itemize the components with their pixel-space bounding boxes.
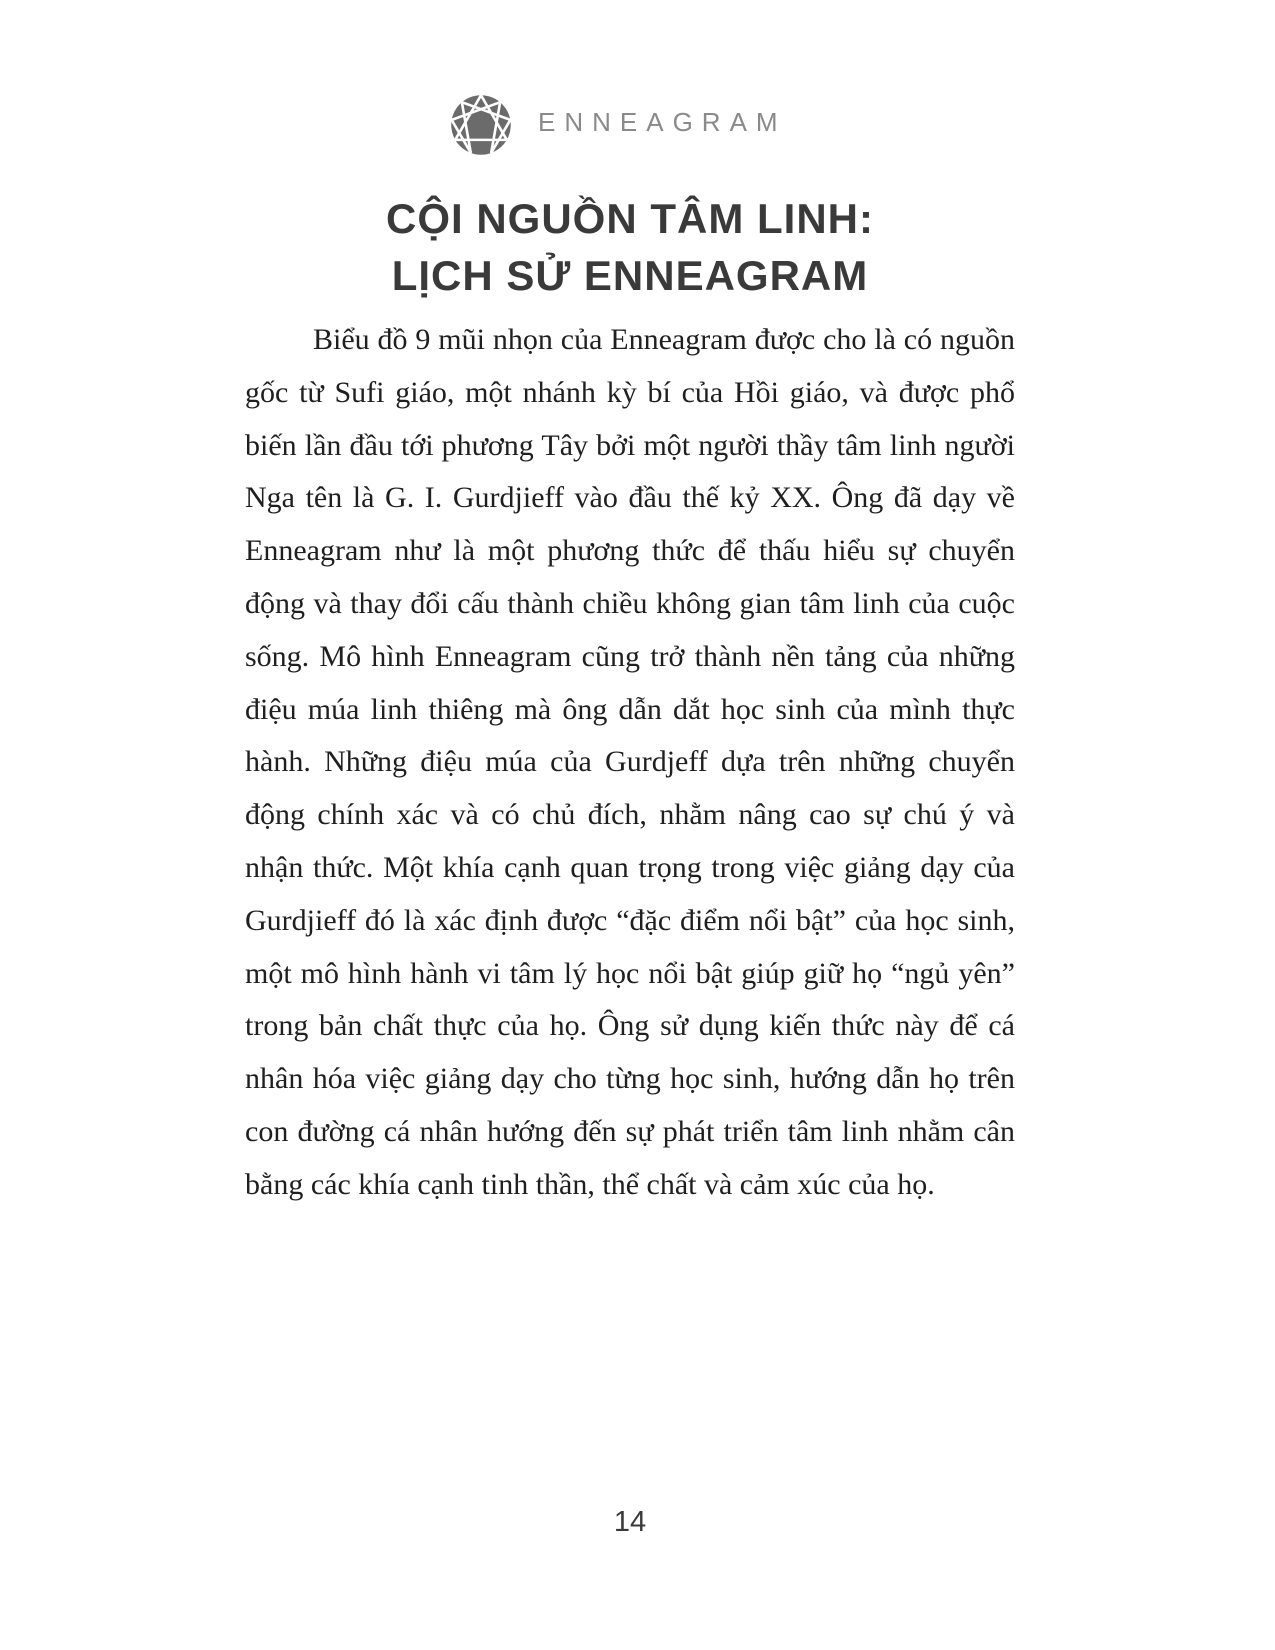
- page-header: [450, 94, 787, 156]
- brand-wordmark: ENNEAGRAM: [538, 107, 787, 137]
- chapter-title: [245, 190, 1015, 304]
- body-paragraph: Biểu đồ 9 mũi nhọn của Enneagram được cho là có nguồn gốc từ Sufi giáo, một nhánh kỳ bí của Hồi giáo, và được phổ biến lần đầu tới phương Tây bởi một người thầy tâm linh người Nga tên là G. I. Gurdjieff vào đầu thế kỷ XX. Ông đã dạy về Enneagram như là một phương thức để thấu hiểu sự chuyển động và thay đổi cấu thành chiều không gian tâm linh của cuộc sống. Mô hình Enneagram cũng trở thành nền tảng của những điệu múa linh thiêng mà ông dẫn dắt học sinh của mình thực hành. Những điệu múa của Gurdjeff dựa trên những chuyển động chính xác và có chủ đích, nhằm nâng cao sự chú ý và nhận thức. Một khía cạnh quan trọng trong việc giảng dạy của Gurdjieff đó là xác định được “đặc điểm nổi bật” của học sinh, một mô hình hành vi tâm lý học nổi bật giúp giữ họ “ngủ yên” trong bản chất thực của họ. Ông sử dụng kiến thức này để cá nhân hóa việc giảng dạy cho từng học sinh, hướng dẫn họ trên con đường cá nhân hướng đến sự phát triển tâm linh nhằm cân bằng các khía cạnh tinh thần, thể chất và cảm xúc của họ.: [245, 323, 1015, 1201]
- chapter-title-line-2: LỊCH SỬ ENNEAGRAM: [391, 252, 869, 299]
- chapter-title-line-1: CỘI NGUỒN TÂM LINH:: [386, 195, 874, 242]
- enneagram-logo-icon: [450, 94, 512, 156]
- page-number: 14: [613, 1506, 647, 1538]
